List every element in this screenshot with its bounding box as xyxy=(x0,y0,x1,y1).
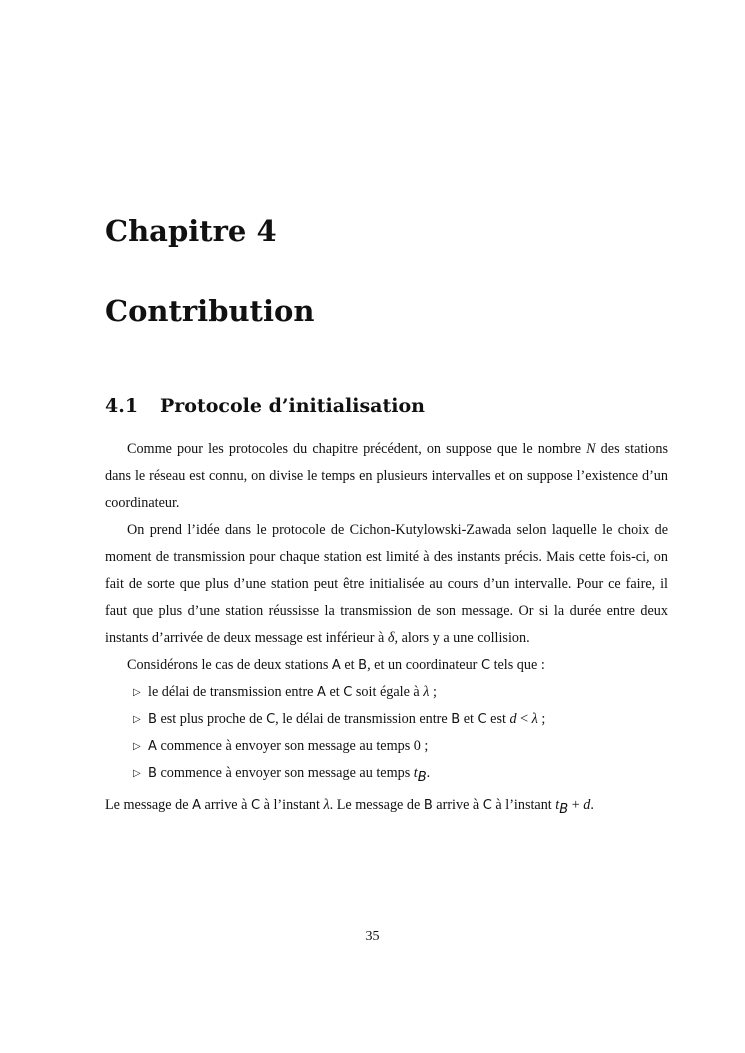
section-title: Protocole d’initialisation xyxy=(160,395,425,417)
body-text xyxy=(105,436,668,824)
list-item: ▷ le délai de transmission entre A et C soit égale à λ ; xyxy=(133,679,668,706)
triangle-bullet-icon: ▷ xyxy=(133,768,141,779)
closing-paragraph: Le message de A arrive à C à l’instant λ. Le message de B arrive à C à l’instant $t_B + d$. xyxy=(105,796,594,817)
list-item: ▷ B est plus proche de C, le délai de transmission entre B et C est d < λ ; xyxy=(133,706,668,733)
chapter-title: Contribution xyxy=(105,294,315,328)
paragraph-2: On prend l’idée dans le protocole de Cichon-Kutylowski-Zawada selon laquelle le choix de moment de transmission pour chaque station est limité à des instants précis. Mais cette fois-ci, on fait de sorte que plus d’une station peut être initialisée au cours d’un intervalle. Pour ce faire, il faut que plus d’une station réussisse la transmission de son message. Or si la durée entre deux instants d’arrivée de deux message est inférieur à δ, alors y a une collision. xyxy=(105,522,668,646)
section-number: 4.1 xyxy=(105,395,139,417)
conditions-list xyxy=(105,679,668,792)
list-item: ▷ A commence à envoyer son message au temps 0 ; xyxy=(133,733,668,760)
page-number: 35 xyxy=(365,929,380,944)
triangle-bullet-icon: ▷ xyxy=(133,714,141,725)
paragraph-3: Considérons le cas de deux stations A et B, et un coordinateur C tels que : xyxy=(127,657,545,673)
paragraph-1: Comme pour les protocoles du chapitre précédent, on suppose que le nombre N des stations dans le réseau est connu, on divise le temps en plusieurs intervalles et on suppose l’existence d’un coordinateur. xyxy=(105,441,669,511)
chapter-label: Chapitre 4 xyxy=(105,214,277,248)
triangle-bullet-icon: ▷ xyxy=(133,687,141,698)
list-item: ▷ B commence à envoyer son message au temps $t_B$. xyxy=(133,760,668,792)
section-heading xyxy=(105,392,425,420)
triangle-bullet-icon: ▷ xyxy=(133,741,141,752)
